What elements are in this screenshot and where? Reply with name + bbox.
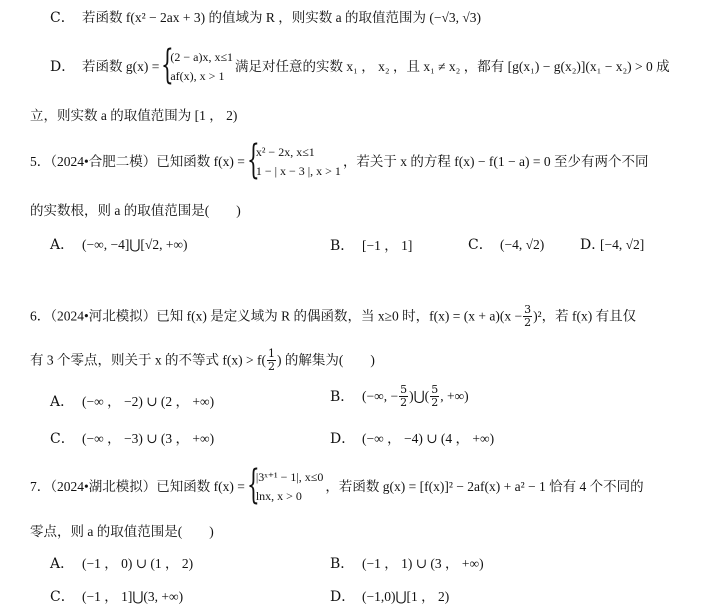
option-d-statement	[50, 42, 670, 88]
fraction-1-2	[267, 348, 276, 373]
q7-option-d[interactable]	[330, 585, 449, 606]
continuation-text-end: ) 的解集为( )	[276, 352, 375, 368]
q5-option-d[interactable]	[580, 234, 644, 254]
option-label: B．	[330, 556, 355, 572]
fraction-numerator: 3	[524, 303, 532, 316]
option-text: (−1,0)⋃[1 ， 2)	[362, 589, 450, 604]
option-label: D．	[330, 431, 356, 447]
piecewise-case-1: |3ˣ⁺¹ − 1|, x≤0	[255, 470, 324, 484]
fraction-denominator: 2	[431, 396, 439, 409]
question-stem: 7．（2024•湖北模拟）已知函数 f(x) =	[30, 479, 245, 494]
piecewise-f: { |3ˣ⁺¹ − 1|, x≤0 lnx, x > 0	[246, 462, 324, 508]
q6-option-d[interactable]	[330, 427, 494, 448]
question-condition: )²，若 f(x) 有且仅	[533, 308, 637, 324]
option-label: D．	[50, 59, 76, 75]
function-g-lhs: 若函数 g(x) =	[82, 59, 160, 74]
piecewise-f: { x² − 2x, x≤1 1 − | x − 3 |, x > 1	[246, 137, 341, 183]
fraction-5-2	[399, 384, 408, 409]
continuation-text: 零点，则 a 的取值范围是( )	[30, 524, 214, 539]
option-label: B．	[330, 238, 355, 254]
option-text: [−1 ， 1]	[362, 238, 413, 253]
q6-option-a[interactable]	[50, 390, 214, 411]
option-text: (−1 ， 0) ∪ (1 ， 2)	[82, 556, 194, 571]
option-label: C．	[50, 431, 75, 447]
q5-option-b[interactable]	[330, 234, 412, 255]
fraction-3-2	[523, 304, 532, 329]
q6-option-b[interactable]	[330, 384, 469, 409]
continuation-text: 的实数根，则 a 的取值范围是( )	[30, 203, 241, 218]
fraction-denominator: 2	[524, 316, 532, 329]
option-text: (−∞ ， −3) ∪ (3 ， +∞)	[82, 431, 215, 446]
option-label: C．	[50, 589, 75, 605]
option-d-continuation	[30, 104, 237, 124]
piecewise-g: { (2 − a)x, x≤1 af(x), x > 1	[161, 42, 234, 88]
option-text-end: , +∞)	[440, 388, 469, 404]
option-text: (−∞ ， −2) ∪ (2 ， +∞)	[82, 394, 215, 409]
q5-option-c[interactable]	[468, 234, 544, 254]
piecewise-case-2: lnx, x > 0	[255, 489, 302, 503]
question-5	[30, 137, 649, 183]
piecewise-case-2: 1 − | x − 3 |, x > 1	[255, 164, 341, 178]
q5-option-a[interactable]	[50, 234, 188, 254]
question-stem: 5．（2024•合肥二模）已知函数 f(x) =	[30, 154, 245, 169]
option-text: (−1 ， 1]⋃(3, +∞)	[82, 589, 184, 604]
option-label: D．	[580, 237, 606, 253]
option-text: [−4, √2]	[600, 237, 645, 252]
question-condition: ，若关于 x 的方程 f(x) − f(1 − a) = 0 至少有两个不同	[342, 154, 649, 169]
option-c-statement	[50, 6, 481, 27]
question-6	[30, 304, 636, 329]
option-text: (−∞, −4]⋃[√2, +∞)	[82, 237, 188, 252]
continuation-text: 有 3 个零点，则关于 x 的不等式 f(x) > f(	[30, 352, 266, 368]
option-text: (−∞ ， −4) ∪ (4 ， +∞)	[362, 431, 495, 446]
fraction-denominator: 2	[400, 396, 408, 409]
option-label: C．	[468, 237, 493, 253]
continuation-text: 立，则实数 a 的取值范围为 [1 ， 2)	[30, 108, 238, 123]
option-text: (−1 ， 1) ∪ (3 ， +∞)	[362, 556, 484, 571]
q7-option-b[interactable]	[330, 552, 484, 573]
option-label: B．	[330, 388, 355, 405]
option-label: C．	[50, 10, 75, 26]
condition-text: 满足对任意的实数 x₁ ， x₂ ，且 x₁ ≠ x₂ ，都有 [g(x₁) − g(x₂)](x₁ − x₂) > 0 成	[235, 59, 670, 74]
option-label: D．	[330, 589, 356, 605]
fraction-numerator: 1	[267, 347, 275, 360]
piecewise-case-1: x² − 2x, x≤1	[255, 145, 315, 159]
question-stem: 6．（2024•河北模拟）已知 f(x) 是定义域为 R 的偶函数，当 x≥0 时，f(x) = (x + a)(x −	[30, 308, 523, 324]
option-text: (−4, √2)	[500, 237, 545, 252]
question-condition: ，若函数 g(x) = [f(x)]² − 2af(x) + a² − 1 恰有 4 个不同的	[325, 479, 644, 494]
fraction-denominator: 2	[267, 360, 275, 373]
piecewise-case-1: (2 − a)x, x≤1	[170, 50, 234, 64]
option-text-union: )⋃(	[409, 388, 430, 404]
fraction-numerator: 5	[431, 383, 439, 396]
piecewise-case-2: af(x), x > 1	[170, 69, 225, 83]
option-label: A．	[50, 394, 75, 410]
question-5-continuation	[30, 199, 241, 219]
option-label: A．	[50, 237, 75, 253]
fraction-5-2	[430, 384, 439, 409]
option-text: 若函数 f(x² − 2ax + 3) 的值域为 R ，则实数 a 的取值范围为 (−√3, √3)	[82, 10, 482, 25]
question-7-continuation	[30, 520, 214, 540]
fraction-numerator: 5	[400, 383, 408, 396]
q6-option-c[interactable]	[50, 427, 214, 448]
option-text-start: (−∞, −	[362, 388, 399, 404]
question-7	[30, 462, 644, 508]
q7-option-c[interactable]	[50, 585, 183, 606]
option-label: A．	[50, 556, 75, 572]
question-6-continuation	[30, 348, 375, 373]
q7-option-a[interactable]	[50, 552, 193, 573]
